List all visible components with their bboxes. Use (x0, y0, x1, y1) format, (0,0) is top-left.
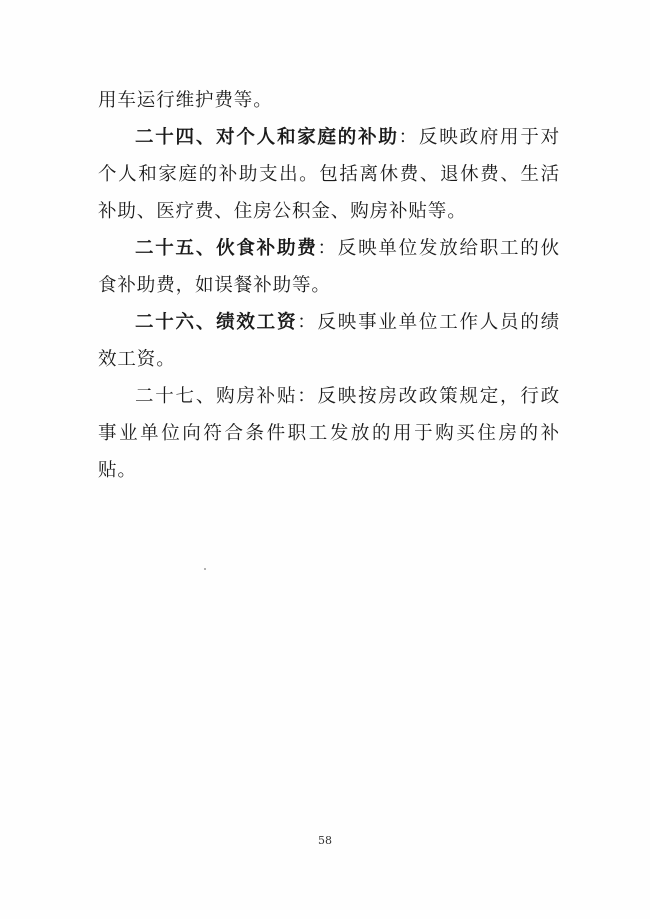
paragraph-text: 用车运行维护费等。 (98, 90, 273, 111)
paragraph-item-27 (98, 378, 560, 489)
item-26-heading: 二十六、绩效工资 (135, 312, 298, 333)
item-24-heading: 二十四、对个人和家庭的补助 (135, 127, 399, 148)
item-26-text: ：反映事业单位工作人员的绩效工资。 (98, 312, 561, 370)
item-24-text: ：反映政府用于对个人和家庭的补助支出。包括离休费、退休费、生活补助、医疗费、住房公积金、购房补贴等。 (98, 127, 560, 222)
page-number: 58 (318, 834, 332, 847)
item-27-text: 二十七、购房补贴：反映按房改政策规定，行政事业单位向符合条件职工发放的用于购买住房的补贴。 (98, 386, 560, 481)
paragraph-continuation (98, 82, 560, 119)
paragraph-item-25 (98, 230, 560, 304)
item-25-heading: 二十五、伙食补助费 (135, 238, 318, 259)
scan-speck (204, 568, 206, 570)
document-body (98, 82, 560, 489)
item-25-text: ：反映单位发放给职工的伙食补助费，如误餐补助等。 (98, 238, 560, 296)
paragraph-item-24 (98, 119, 560, 230)
paragraph-item-26 (98, 304, 560, 378)
